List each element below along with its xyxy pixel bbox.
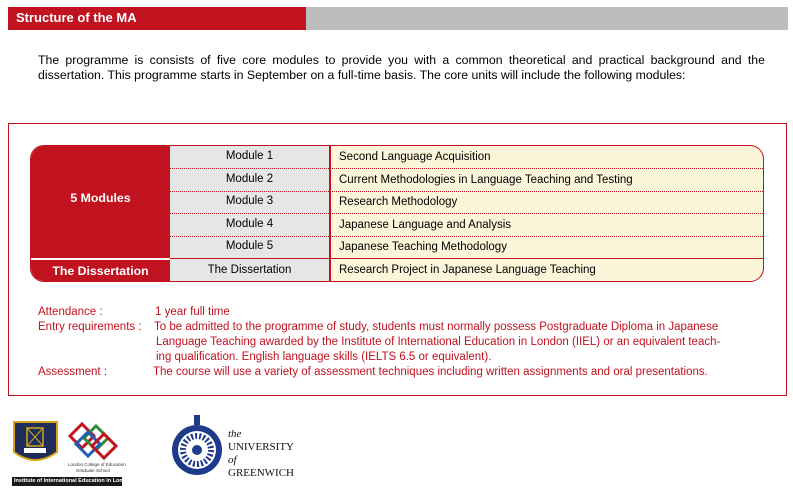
greenwich-word: the (228, 428, 242, 440)
dissertation-group-label: The Dissertation (52, 264, 149, 278)
entry-requirements-label: Entry requirements : (38, 321, 142, 333)
module-cell: Module 3 (225, 195, 274, 207)
module-title-cell: Second Language Acquisition (339, 151, 491, 163)
row-divider (170, 191, 764, 192)
attendance-label: Attendance : (38, 306, 103, 318)
section-title-bar (8, 7, 788, 30)
module-cell: Module 1 (225, 150, 274, 162)
left-column-divider (31, 258, 170, 260)
greenwich-word: of (228, 454, 237, 466)
lce-caption: Graduate School (76, 468, 110, 473)
module-table (30, 145, 764, 282)
module-title-cell: Japanese Language and Analysis (339, 219, 512, 231)
attendance-value: 1 year full time (155, 306, 230, 318)
module-title-cell: Research Methodology (339, 196, 458, 208)
module-cell: Module 2 (225, 173, 274, 185)
iiel-caption: Institute of International Education in London (14, 478, 133, 484)
modules-group-label: 5 Modules (70, 191, 131, 205)
row-divider (170, 258, 764, 259)
section-title-background (8, 7, 306, 30)
greenwich-wordmark (228, 428, 294, 480)
section-title: Structure of the MA (16, 10, 137, 25)
assessment-value: The course will use a variety of assessment techniques including written assignments and oral presentations. (153, 366, 708, 378)
entry-requirements-line: ing qualification. English language skills (IELTS 6.5 or equivalent). (156, 351, 492, 363)
row-divider (170, 168, 764, 169)
module-title-cell: Japanese Teaching Methodology (339, 241, 507, 253)
module-title-cell: Research Project in Japanese Language Teaching (339, 264, 596, 276)
greenwich-logo-group (168, 410, 308, 488)
programme-details (38, 305, 768, 385)
iiel-logo-group (12, 410, 133, 488)
module-cell: Module 4 (225, 218, 274, 230)
iiel-logo (12, 410, 124, 488)
module-title-cell: Current Methodologies in Language Teaching and Testing (339, 174, 633, 186)
greenwich-word: UNIVERSITY (228, 441, 294, 453)
entry-requirements-line: Language Teaching awarded by the Institute of International Education in London (IIEL) or an equivalent teach- (156, 336, 721, 348)
greenwich-word: GREENWICH (228, 467, 294, 479)
row-divider (170, 236, 764, 237)
table-left-column (31, 146, 170, 281)
greenwich-crest-icon (168, 410, 228, 480)
row-divider (170, 213, 764, 214)
intro-paragraph: The programme is consists of five core modules to provide you with a common theoretical and practical background and the dissertation. This programme starts in September on a full-time basis. The core units will include the following modules: (38, 53, 765, 82)
lce-caption: London College of Education (68, 462, 126, 467)
module-cell: Module 5 (225, 240, 274, 252)
assessment-label: Assessment : (38, 366, 108, 378)
module-cell: The Dissertation (207, 264, 292, 276)
entry-requirements-line: To be admitted to the programme of study, students must normally possess Postgraduate Diploma in Japanese (154, 321, 719, 333)
